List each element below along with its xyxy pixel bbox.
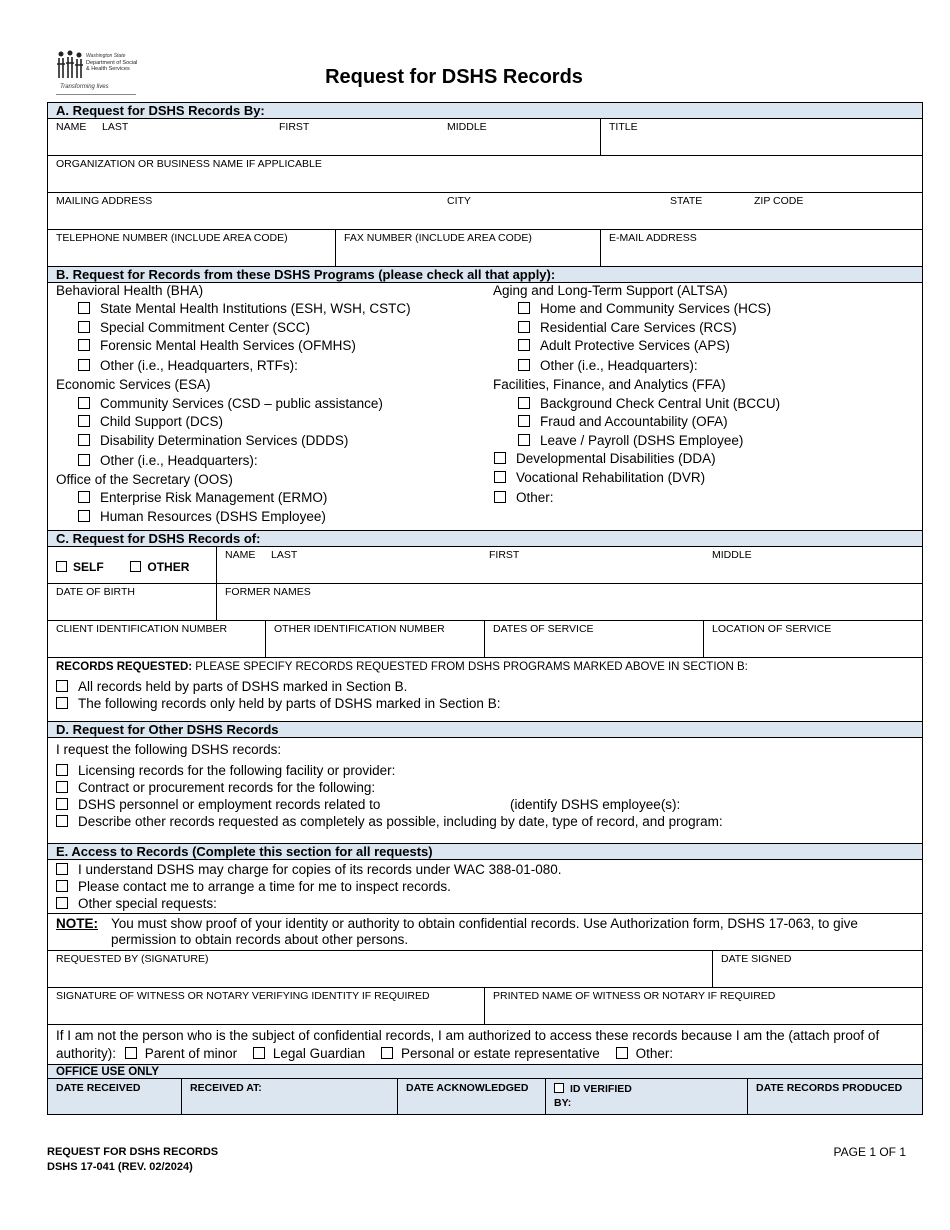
dates-of-service-field[interactable]: [485, 621, 704, 657]
checkbox-box[interactable]: [56, 815, 68, 827]
id-verified-label: ID VERIFIED: [570, 1083, 632, 1095]
former-names-field[interactable]: [217, 584, 922, 620]
date-acknowledged-label: DATE ACKNOWLEDGED: [406, 1082, 529, 1094]
witness-name-label: PRINTED NAME OF WITNESS OR NOTARY IF REQUIRED: [493, 990, 776, 1002]
checkbox-label: Background Check Central Unit (BCCU): [540, 396, 781, 411]
date-produced-label: DATE RECORDS PRODUCED: [756, 1082, 903, 1094]
records-requested-block: [48, 658, 922, 722]
checkbox-box[interactable]: [56, 781, 68, 793]
checkbox-ffa-payroll[interactable]: [518, 433, 743, 449]
last-label: LAST: [271, 549, 298, 561]
checkbox-label: The following records only held by parts of DSHS marked in Section B:: [78, 696, 501, 711]
name-label: NAME: [56, 121, 87, 133]
records-requested-instruction: PLEASE SPECIFY RECORDS REQUESTED FROM DSHS PROGRAMS MARKED ABOVE IN SECTION B:: [192, 661, 748, 673]
checkbox-box[interactable]: [253, 1047, 265, 1059]
location-of-service-field[interactable]: [704, 621, 922, 657]
checkbox-label: Other special requests:: [78, 896, 217, 911]
note-line-1: You must show proof of your identity or authority to obtain confidential records. Use Authorization form, DSHS 17-063, to give: [111, 916, 858, 931]
checkbox-special-requests[interactable]: [56, 895, 914, 912]
client-id-field[interactable]: [48, 621, 266, 657]
checkbox-label: Residential Care Services (RCS): [540, 320, 737, 335]
note-line-2: permission to obtain records about other persons.: [111, 932, 409, 947]
section-c-header: C. Request for DSHS Records of:: [48, 531, 922, 547]
checkbox-box[interactable]: [56, 697, 68, 709]
checkbox-label: Personal or estate representative: [400, 1046, 600, 1061]
checkbox-personnel-records[interactable]: [56, 796, 914, 813]
dob-row: [48, 584, 922, 621]
checkbox-parent-of-minor[interactable]: [125, 1046, 237, 1061]
checkbox-box[interactable]: [78, 454, 90, 466]
dob-label: DATE OF BIRTH: [56, 586, 135, 598]
verified-by-label: BY:: [554, 1097, 572, 1109]
address-row: [48, 193, 922, 230]
contact-row: [48, 230, 922, 267]
section-d-header: D. Request for Other DSHS Records: [48, 722, 922, 738]
checkbox-following-records[interactable]: [56, 695, 914, 712]
office-use-row: [48, 1079, 922, 1114]
telephone-label: TELEPHONE NUMBER (INCLUDE AREA CODE): [56, 232, 288, 244]
middle-label: MIDDLE: [447, 121, 487, 133]
date-acknowledged-field[interactable]: [398, 1079, 546, 1114]
records-requested-heading: [56, 659, 914, 675]
received-at-field[interactable]: [182, 1079, 398, 1114]
checkbox-contract-records[interactable]: [56, 779, 914, 796]
checkbox-label: Other:: [516, 490, 554, 505]
checkbox-label: Human Resources (DSHS Employee): [100, 509, 326, 524]
checkbox-altsa-aps[interactable]: [518, 338, 730, 354]
checkbox-label: Describe other records requested as completely as possible, including by date, type of record, and program:: [78, 814, 723, 829]
checkbox-box[interactable]: [56, 764, 68, 776]
checkbox-altsa-hcs[interactable]: [518, 301, 771, 317]
checkbox-inspect-records[interactable]: [56, 878, 914, 895]
checkbox-authority-other[interactable]: [616, 1046, 674, 1061]
checkbox-box[interactable]: [78, 302, 90, 314]
checkbox-label: Other (i.e., Headquarters, RTFs):: [100, 358, 298, 373]
self-other-cell: [48, 547, 217, 583]
checkbox-label: DSHS personnel or employment records related to: [78, 797, 381, 812]
checkbox-box[interactable]: [518, 434, 530, 446]
identification-row: [48, 621, 922, 658]
logo-rule: [56, 94, 136, 95]
other-id-label: OTHER IDENTIFICATION NUMBER: [274, 623, 445, 635]
footer-form-title: REQUEST FOR DSHS RECORDS: [47, 1146, 219, 1158]
checkbox-label: Adult Protective Services (APS): [540, 338, 730, 353]
checkbox-box[interactable]: [518, 415, 530, 427]
checkbox-bha-state-hospitals[interactable]: [78, 301, 411, 317]
date-records-produced-field[interactable]: [748, 1079, 922, 1114]
checkbox-label: Other:: [635, 1046, 674, 1061]
subject-name-field[interactable]: [217, 547, 922, 583]
checkbox-box[interactable]: [518, 359, 530, 371]
footer-form-number: DSHS 17-041 (REV. 02/2024): [47, 1161, 193, 1173]
identify-employee-note: (identify DSHS employee(s):: [510, 797, 681, 812]
checkbox-label: Fraud and Accountability (OFA): [540, 414, 728, 429]
former-names-label: FORMER NAMES: [225, 586, 311, 598]
received-at-label: RECEIVED AT:: [190, 1082, 262, 1094]
client-id-label: CLIENT IDENTIFICATION NUMBER: [56, 623, 228, 635]
checkbox-all-records[interactable]: [56, 678, 914, 695]
checkbox-legal-guardian[interactable]: [253, 1046, 365, 1061]
checkbox-label: Contract or procurement records for the following:: [78, 780, 376, 795]
checkbox-oos-hr[interactable]: [78, 509, 326, 525]
program-checklist: [48, 283, 922, 531]
section-a-header: A. Request for DSHS Records By:: [48, 103, 922, 119]
checkbox-describe-other-records[interactable]: [56, 813, 914, 830]
access-block: [48, 860, 922, 914]
date-signed-field[interactable]: [713, 951, 922, 987]
middle-label: MIDDLE: [712, 549, 752, 561]
witness-row: [48, 988, 922, 1025]
requester-name-field[interactable]: [48, 119, 601, 155]
ffa-heading: Facilities, Finance, and Analytics (FFA): [493, 377, 726, 392]
checkbox-licensing-records[interactable]: [56, 762, 914, 779]
checkbox-box[interactable]: [616, 1047, 628, 1059]
logo-state: Washington State: [86, 53, 126, 59]
records-requested-label: RECORDS REQUESTED:: [56, 661, 193, 673]
checkbox-box[interactable]: [78, 321, 90, 333]
requester-title-field[interactable]: [601, 119, 922, 155]
checkbox-box[interactable]: [78, 339, 90, 351]
oos-heading: Office of the Secretary (OOS): [56, 472, 233, 487]
other-records-block: [48, 738, 922, 844]
checkbox-box[interactable]: [518, 321, 530, 333]
checkbox-label: Special Commitment Center (SCC): [100, 320, 311, 335]
id-verified-field[interactable]: [546, 1079, 748, 1114]
zip-label: ZIP CODE: [754, 195, 804, 207]
checkbox-label: Enterprise Risk Management (ERMO): [100, 490, 328, 505]
logo-tagline: Transforming lives: [60, 84, 109, 90]
witness-signature-label: SIGNATURE OF WITNESS OR NOTARY VERIFYING IDENTITY IF REQUIRED: [56, 990, 430, 1002]
checkbox-label: Disability Determination Services (DDDS): [100, 433, 349, 448]
checkbox-box[interactable]: [78, 491, 90, 503]
organization-field[interactable]: [48, 156, 922, 192]
checkbox-box[interactable]: [56, 880, 68, 892]
checkbox-altsa-rcs[interactable]: [518, 320, 737, 336]
checkbox-self[interactable]: [56, 560, 104, 574]
authority-prefix: authority):: [56, 1046, 117, 1061]
checkbox-box[interactable]: [130, 561, 141, 572]
checkbox-box[interactable]: [494, 452, 506, 464]
authority-options: [56, 1045, 914, 1063]
checkbox-label: Other (i.e., Headquarters):: [540, 358, 698, 373]
requested-by-signature-field[interactable]: [48, 951, 713, 987]
location-label: LOCATION OF SERVICE: [712, 623, 832, 635]
checkbox-label: Community Services (CSD – public assistance): [100, 396, 383, 411]
checkbox-label: Legal Guardian: [272, 1046, 366, 1061]
checkbox-esa-ddds[interactable]: [78, 433, 348, 449]
checkbox-program-other[interactable]: [494, 490, 554, 506]
checkbox-box[interactable]: [518, 339, 530, 351]
checkbox-oos-ermo[interactable]: [78, 490, 327, 506]
checkbox-label: All records held by parts of DSHS marked in Section B.: [78, 679, 408, 694]
checkbox-box[interactable]: [56, 863, 68, 875]
checkbox-box[interactable]: [381, 1047, 393, 1059]
checkbox-ffa-ofa[interactable]: [518, 414, 728, 430]
checkbox-box[interactable]: [56, 897, 68, 909]
checkbox-label: Parent of minor: [144, 1046, 238, 1061]
checkbox-box[interactable]: [518, 397, 530, 409]
checkbox-other[interactable]: [130, 560, 189, 574]
checkbox-label: Licensing records for the following facility or provider:: [78, 763, 396, 778]
date-received-label: DATE RECEIVED: [56, 1082, 141, 1094]
checkbox-label: I understand DSHS may charge for copies of its records under WAC 388-01-080.: [78, 862, 562, 877]
dates-label: DATES OF SERVICE: [493, 623, 594, 635]
checkbox-label: Developmental Disabilities (DDA): [516, 451, 716, 466]
checkbox-label: Home and Community Services (HCS): [540, 301, 772, 316]
email-label: E-MAIL ADDRESS: [609, 232, 697, 244]
checkbox-box[interactable]: [554, 1083, 564, 1093]
checkbox-box[interactable]: [494, 491, 506, 503]
checkbox-ffa-bccu[interactable]: [518, 396, 780, 412]
section-b-header: B. Request for Records from these DSHS Programs (please check all that apply):: [48, 267, 922, 283]
date-signed-label: DATE SIGNED: [721, 953, 792, 965]
checkbox-label: Other (i.e., Headquarters):: [100, 453, 258, 468]
checkbox-esa-dcs[interactable]: [78, 414, 223, 430]
checkbox-label: State Mental Health Institutions (ESH, WSH, CSTC): [100, 301, 411, 316]
footer-page-number: PAGE 1 OF 1: [833, 1145, 906, 1159]
requested-by-label: REQUESTED BY (SIGNATURE): [56, 953, 209, 965]
checkbox-label: Vocational Rehabilitation (DVR): [516, 470, 706, 485]
checkbox-label: Forensic Mental Health Services (OFMHS): [100, 338, 356, 353]
checkbox-id-verified[interactable]: [554, 1083, 739, 1096]
office-use-header: OFFICE USE ONLY: [48, 1065, 922, 1079]
checkbox-personal-representative[interactable]: [381, 1046, 600, 1061]
org-row: [48, 156, 922, 193]
witness-signature-field[interactable]: [48, 988, 485, 1024]
subject-row: [48, 547, 922, 584]
checkbox-box[interactable]: [56, 798, 68, 810]
first-label: FIRST: [489, 549, 520, 561]
checkbox-box[interactable]: [494, 471, 506, 483]
authority-line-1: If I am not the person who is the subject of confidential records, I am authorized to access these records because I am the (attach proof of: [56, 1028, 880, 1043]
name-label: NAME: [225, 549, 256, 561]
altsa-heading: Aging and Long-Term Support (ALTSA): [493, 283, 728, 298]
name-row: [48, 119, 922, 156]
other-label: OTHER: [147, 560, 190, 574]
checkbox-altsa-other[interactable]: [518, 358, 698, 374]
checkbox-box[interactable]: [78, 359, 90, 371]
witness-printed-name-field[interactable]: [485, 988, 922, 1024]
checkbox-box[interactable]: [56, 680, 68, 692]
date-of-birth-field[interactable]: [48, 584, 217, 620]
bha-heading: Behavioral Health (BHA): [56, 283, 204, 298]
self-label: SELF: [73, 560, 104, 574]
checkbox-bha-ofmhs[interactable]: [78, 338, 356, 354]
section-e-header: E. Access to Records (Complete this section for all requests): [48, 844, 922, 860]
checkbox-box[interactable]: [518, 302, 530, 314]
checkbox-label: Please contact me to arrange a time for me to inspect records.: [78, 879, 451, 894]
checkbox-dvr[interactable]: [494, 470, 705, 486]
checkbox-box[interactable]: [78, 415, 90, 427]
note-text: [111, 916, 858, 948]
state-label: STATE: [670, 195, 703, 207]
page-title: Request for DSHS Records: [325, 66, 583, 88]
checkbox-box[interactable]: [125, 1047, 137, 1059]
esa-heading: Economic Services (ESA): [56, 377, 211, 392]
fax-field[interactable]: [336, 230, 601, 266]
records-request-form: [47, 102, 923, 1115]
checkbox-esa-other[interactable]: [78, 453, 258, 469]
other-id-field[interactable]: [266, 621, 485, 657]
footer-form-id: [47, 1145, 218, 1175]
signature-row: [48, 951, 922, 988]
checkbox-label: Child Support (DCS): [100, 414, 224, 429]
other-records-intro: I request the following DSHS records:: [56, 742, 282, 757]
note-block: [48, 914, 922, 951]
checkbox-box[interactable]: [56, 561, 67, 572]
date-received-field[interactable]: [48, 1079, 182, 1114]
note-label: NOTE:: [56, 916, 98, 931]
checkbox-box[interactable]: [78, 510, 90, 522]
email-field[interactable]: [601, 230, 922, 266]
title-label: TITLE: [609, 121, 638, 133]
mailing-address-field[interactable]: [48, 193, 922, 229]
checkbox-esa-csd[interactable]: [78, 396, 383, 412]
checkbox-charge-acknowledgement[interactable]: [56, 861, 914, 878]
authority-block: [48, 1025, 922, 1065]
logo-department: Department of Social & Health Services: [86, 60, 138, 72]
checkbox-box[interactable]: [78, 434, 90, 446]
last-label: LAST: [102, 121, 129, 133]
checkbox-label: Leave / Payroll (DSHS Employee): [540, 433, 744, 448]
organization-label: ORGANIZATION OR BUSINESS NAME IF APPLICABLE: [56, 158, 322, 170]
fax-label: FAX NUMBER (INCLUDE AREA CODE): [344, 232, 532, 244]
checkbox-bha-scc[interactable]: [78, 320, 310, 336]
checkbox-box[interactable]: [78, 397, 90, 409]
city-label: CITY: [447, 195, 471, 207]
mailing-label: MAILING ADDRESS: [56, 195, 153, 207]
checkbox-dda[interactable]: [494, 451, 716, 467]
telephone-field[interactable]: [48, 230, 336, 266]
checkbox-bha-other[interactable]: [78, 358, 298, 374]
first-label: FIRST: [279, 121, 310, 133]
